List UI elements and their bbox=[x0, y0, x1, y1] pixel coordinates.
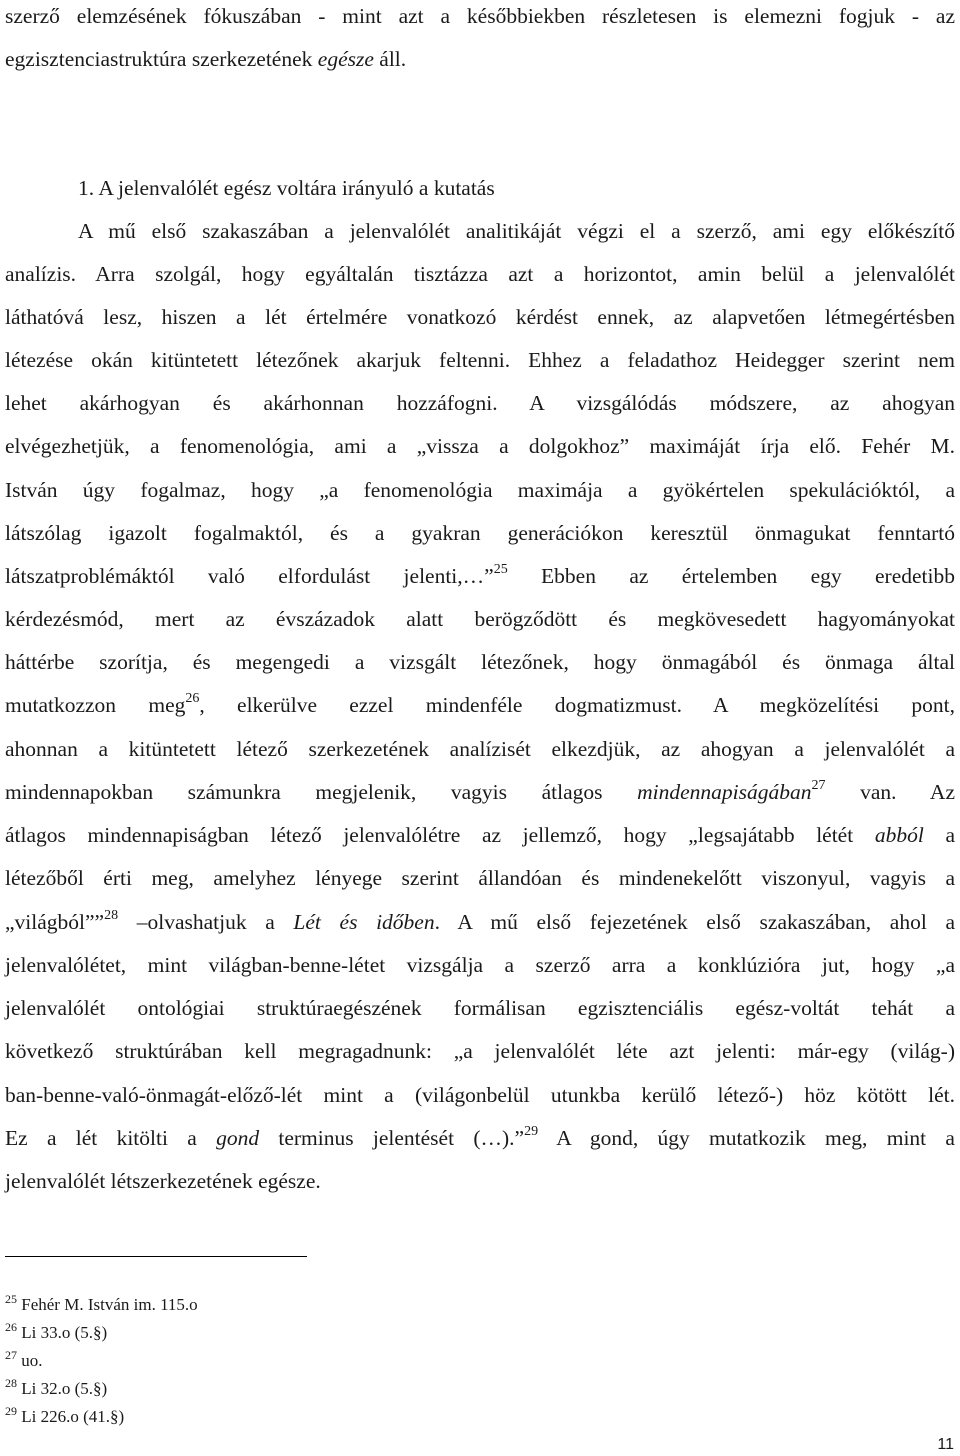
body-line: elvégezhetjük, a fenomenológia, ami a „vissza a dolgokhoz” maximáját írja elő. Fehér M. bbox=[5, 434, 955, 458]
body-line: jelenvalólét létszerkezetének egésze. bbox=[5, 1169, 321, 1193]
body-line: mindennapokban számunkra megjelenik, vagyis átlagos mindennapiságában$^{27}$ van. Az bbox=[5, 778, 955, 804]
footnote-ref-28[interactable]: 28 bbox=[104, 908, 119, 923]
body-line: látszólag igazolt fogalmaktól, és a gyakran generációkon keresztül önmagukat fenntartó bbox=[5, 521, 955, 545]
body-line: következő struktúrában kell megragadnunk: „a jelenvalólét léte azt jelenti: már-egy (világ-) bbox=[5, 1039, 955, 1063]
footnote-26: $^{26}$ Li 33.o (5.§) bbox=[5, 1320, 108, 1342]
body-line: ban-benne-való-önmagát-előző-lét mint a (világonbelül utunkba kerülő létező-) höz kötött lét. bbox=[5, 1083, 955, 1107]
footnote-25: $^{25}$ Fehér M. István im. 115.o bbox=[5, 1292, 198, 1314]
body-line: átlagos mindennapiságban létező jelenvalólétre az jellemző, hogy „legsajátabb létét abból a bbox=[5, 823, 955, 847]
body-line: láthatóvá lesz, hiszen a lét értelmére vonatkozó kérdést ennek, az alapvetően létmegértésben bbox=[5, 305, 955, 329]
footnote-ref-26[interactable]: 26 bbox=[185, 691, 200, 706]
body-line: háttérbe szorítja, és megengedi a vizsgált létezőnek, hogy önmagából és önmaga által bbox=[5, 650, 955, 674]
section-heading: 1. A jelenvalólét egész voltára irányuló a kutatás bbox=[78, 176, 495, 200]
body-line: létezése okán kitüntetett létezőnek akarjuk feltenni. Ehhez a feladathoz Heidegger szerint nem bbox=[5, 348, 955, 372]
footnote-28: $^{28}$ Li 32.o (5.§) bbox=[5, 1376, 108, 1398]
footnote-27: $^{27}$ uo. bbox=[5, 1348, 43, 1370]
body-line: analízis. Arra szolgál, hogy egyáltalán tisztázza azt a horizontot, amin belül a jelenvalólét bbox=[5, 262, 955, 286]
page-number: 11 bbox=[937, 1436, 954, 1453]
footnote-29: $^{29}$ Li 226.o (41.§) bbox=[5, 1404, 125, 1426]
body-line: jelenvalólét ontológiai struktúraegészének formálisan egzisztenciális egész-voltát tehát a bbox=[5, 996, 955, 1020]
body-line: jelenvalólétet, mint világban-benne-létet vizsgálja a szerző arra a konklúzióra jut, hogy „a bbox=[5, 953, 955, 977]
body-line: egzisztenciastruktúra szerkezetének egésze áll. bbox=[5, 47, 407, 71]
body-line: mutatkozzon meg$^{26}$, elkerülve ezzel mindenféle dogmatizmust. A megközelítési pont, bbox=[5, 691, 955, 717]
body-line: szerző elemzésének fókuszában - mint azt a későbbiekben részletesen is elemezni fogjuk - az bbox=[5, 4, 955, 28]
body-line: A mű első szakaszában a jelenvalólét analitikáját végzi el a szerző, ami egy előkészítő bbox=[78, 219, 955, 243]
footnote-ref-27[interactable]: 27 bbox=[811, 778, 826, 793]
body-line: kérdezésmód, mert az évszázadok alatt berögződött és megkövesedett hagyományokat bbox=[5, 607, 955, 631]
body-line: lehet akárhogyan és akárhonnan hozzáfogni. A vizsgálódás módszere, az ahogyan bbox=[5, 391, 955, 415]
body-line: „világból””$^{28}$ –olvashatjuk a Lét és időben. A mű első fejezetének első szakaszában, ahol a bbox=[5, 908, 955, 934]
footnote-separator bbox=[5, 1256, 307, 1257]
body-line: ahonnan a kitüntetett létező szerkezetének analízisét elkezdjük, az ahogyan a jelenvalólét a bbox=[5, 737, 955, 761]
body-line: István úgy fogalmaz, hogy „a fenomenológia maximája a gyökértelen spekulációktól, a bbox=[5, 478, 955, 502]
body-line: létezőből érti meg, amelyhez lényege szerint állandóan és mindenekelőtt viszonyul, vagyis a bbox=[5, 866, 955, 890]
body-line: látszatproblémáktól való elfordulást jelenti,…”$^{25}$ Ebben az értelemben egy eredetibb bbox=[5, 562, 955, 588]
body-line: Ez a lét kitölti a gond terminus jelentését (…).”$^{29}$ A gond, úgy mutatkozik meg, mint a bbox=[5, 1124, 955, 1150]
footnote-ref-25[interactable]: 25 bbox=[493, 562, 508, 577]
footnote-ref-29[interactable]: 29 bbox=[524, 1124, 539, 1139]
